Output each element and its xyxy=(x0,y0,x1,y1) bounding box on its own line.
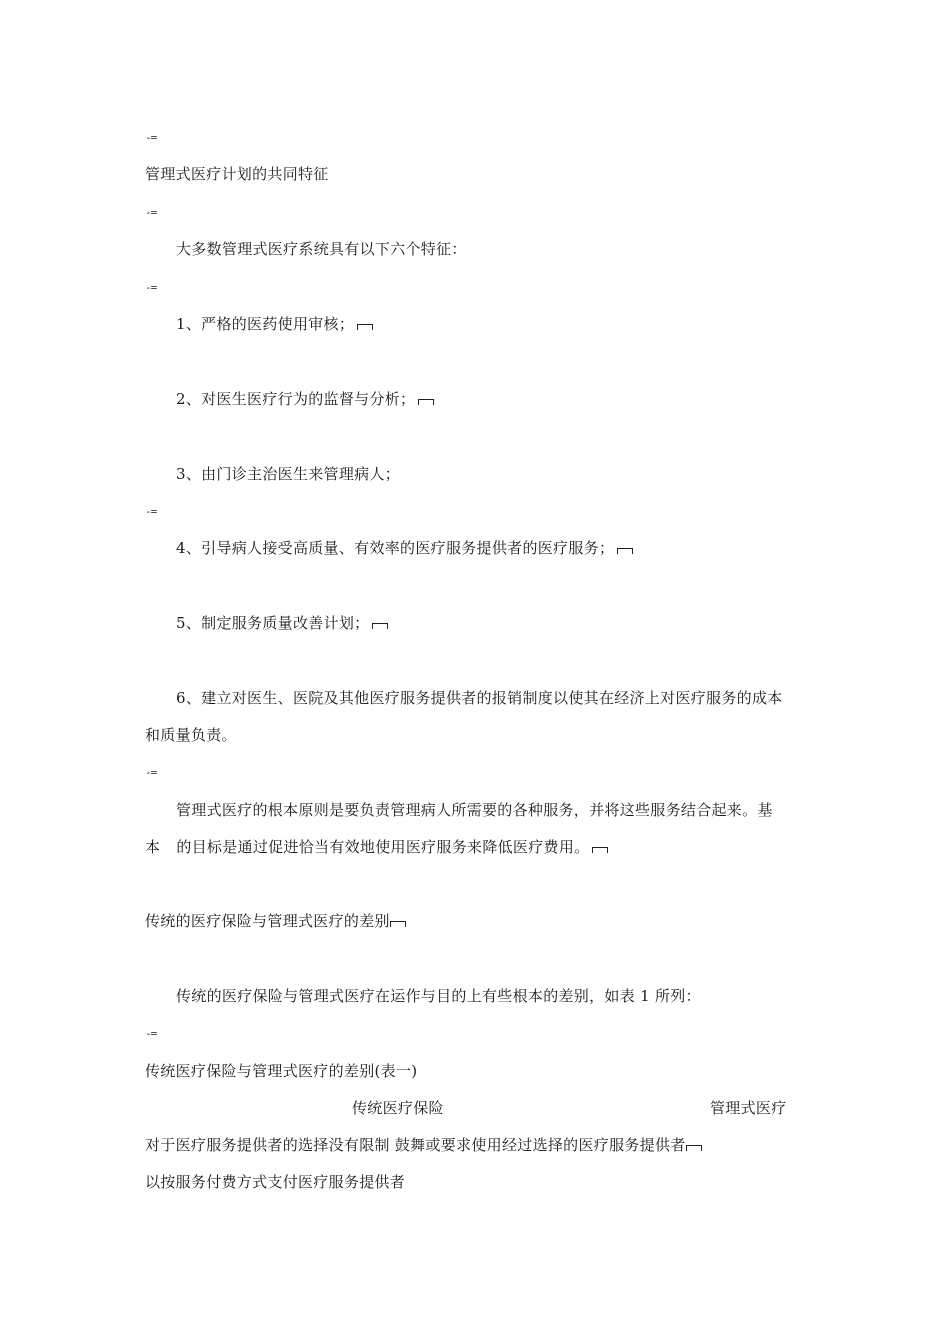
table-header-traditional: 传统医疗保险 xyxy=(352,1099,444,1117)
table-row-text: 对于医疗服务提供者的选择没有限制 鼓舞或要求使用经过选择的医疗服务提供者 xyxy=(145,1136,686,1154)
intro-paragraph: 大多数管理式医疗系统具有以下六个特征： xyxy=(176,240,467,258)
format-mark: -= xyxy=(145,1027,157,1040)
principle-text: 的目标是通过促进恰当有效地使用医疗服务来降低医疗费用。 xyxy=(176,838,590,856)
paragraph-mark-icon xyxy=(418,399,434,405)
paragraph-mark-icon xyxy=(686,1145,702,1151)
paragraph-mark-icon xyxy=(390,921,406,927)
table-row: 以按服务付费方式支付医疗服务提供者 xyxy=(145,1173,406,1191)
format-mark: -= xyxy=(145,206,157,219)
table-header-managed: 管理式医疗 xyxy=(710,1099,787,1117)
diff-intro-paragraph: 传统的医疗保险与管理式医疗在运作与目的上有些根本的差别，如表 1 所列： xyxy=(176,987,701,1005)
format-mark: -= xyxy=(145,131,157,144)
feature-text: 3、由门诊主治医生来管理病人； xyxy=(176,465,401,483)
feature-text: 5、制定服务质量改善计划； xyxy=(176,614,370,632)
feature-text: 2、对医生医疗行为的监督与分析； xyxy=(176,390,416,408)
feature-item-line1: 6、建立对医生、医院及其他医疗服务提供者的报销制度以使其在经济上对医疗服务的成本 xyxy=(176,689,783,707)
format-mark: -= xyxy=(145,766,157,779)
principle-paragraph-line1: 管理式医疗的根本原则是要负责管理病人所需要的各种服务，并将这些服务结合起来。基 xyxy=(176,801,773,819)
section-heading: 管理式医疗计划的共同特征 xyxy=(145,165,329,183)
feature-item xyxy=(176,464,400,484)
principle-paragraph-line2 xyxy=(145,837,608,857)
feature-item xyxy=(176,314,373,334)
principle-text-start: 本 xyxy=(145,838,161,856)
table-title: 传统医疗保险与管理式医疗的差别(表一) xyxy=(145,1062,418,1080)
table-row xyxy=(145,1135,702,1155)
section-heading xyxy=(145,911,406,931)
feature-text: 4、引导病人接受高质量、有效率的医疗服务提供者的医疗服务； xyxy=(176,539,615,557)
paragraph-mark-icon xyxy=(592,847,608,853)
feature-item xyxy=(176,613,388,633)
paragraph-mark-icon xyxy=(357,324,373,330)
paragraph-mark-icon xyxy=(617,548,633,554)
paragraph-mark-icon xyxy=(372,623,388,629)
feature-item xyxy=(176,389,434,409)
feature-text: 1、严格的医药使用审核； xyxy=(176,315,355,333)
format-mark: -= xyxy=(145,505,157,518)
format-mark: -= xyxy=(145,281,157,294)
heading-text: 传统的医疗保险与管理式医疗的差别 xyxy=(145,912,390,930)
feature-item xyxy=(176,538,633,558)
feature-item-line2: 和质量负责。 xyxy=(145,726,237,744)
